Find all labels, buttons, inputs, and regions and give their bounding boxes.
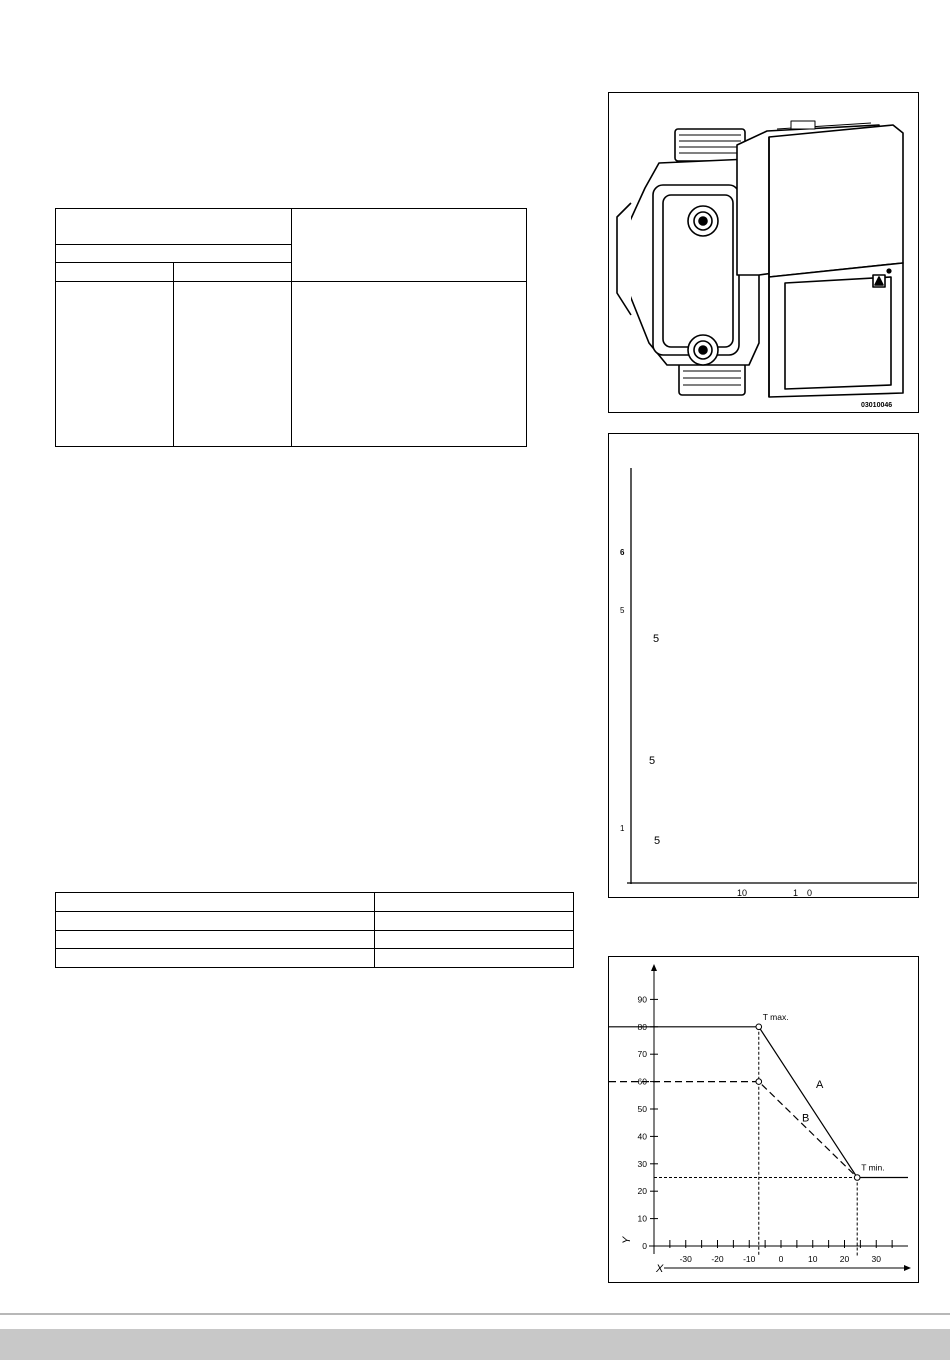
series-label: A [815,1079,824,1092]
pump-illustration-panel [608,92,919,413]
y-tick-label: 0 [642,1241,647,1251]
upper-table-col3-body [292,282,527,447]
pump-illustration [609,93,918,412]
annotation-label: T max. [762,1011,789,1022]
table-cell [375,893,574,912]
footer-band [0,1329,950,1360]
pump-curve-y-tick: 6 [620,548,625,557]
pump-curve-label: 5 [649,755,656,767]
y-tick-label: 40 [637,1131,647,1142]
pump-curve-label: 5 [654,835,661,847]
pump-figure-code: 03010046 [861,402,893,409]
upper-table-right-header [292,209,527,282]
pump-curve-x-tick: 1 [793,888,799,897]
x-tick-label: 10 [808,1254,818,1264]
upper-table-col1-header [56,263,174,282]
pump-bottom-connection [679,363,745,395]
table-cell [375,911,574,930]
x-axis-title: X [656,1263,664,1275]
heating-curve-chart [609,957,918,1282]
pump-curve-x-tick: 0 [807,888,813,897]
x-tick-label: -10 [743,1254,756,1264]
pump-terminal-box [769,125,903,277]
table-row [56,949,375,968]
pump-curve-panel [608,433,919,898]
series-label: B [801,1112,810,1125]
y-tick-label: 60 [637,1076,647,1087]
pump-curve-chart [609,434,918,897]
y-axis-title: Y [621,1236,633,1244]
table-row [56,930,375,949]
x-tick-label: -20 [711,1254,724,1264]
footer-divider [0,1313,950,1315]
data-point [756,1024,762,1030]
y-tick-label: 70 [637,1049,647,1060]
upper-table-col1-body [56,282,174,447]
annotation-label: T min. [861,1162,885,1173]
pump-curve-y-tick: 1 [620,824,625,833]
data-point [854,1175,860,1181]
table-cell [375,949,574,968]
upper-table-header-cell [56,209,292,245]
table-row [56,911,375,930]
table-row [56,893,375,912]
x-tick-label: 30 [871,1254,881,1264]
y-tick-label: 80 [637,1021,647,1032]
x-axis-arrow [904,1265,911,1271]
x-tick-label: -30 [679,1254,692,1264]
y-tick-label: 20 [637,1186,647,1197]
x-tick-label: 0 [778,1254,784,1264]
pump-top-connection [675,129,745,161]
pump-curve-label: 5 [653,633,660,645]
data-point [756,1079,762,1085]
upper-table-subheader-cell [56,245,292,263]
y-tick-label: 50 [637,1104,647,1114]
y-axis-arrow [651,964,657,971]
y-tick-label: 90 [637,994,647,1005]
upper-table [55,208,527,447]
y-tick-label: 10 [637,1213,647,1224]
lower-table [55,892,574,968]
pump-curve-x-tick: 10 [737,888,748,897]
pump-curve-y-tick: 5 [620,606,625,615]
heating-curve-panel [608,956,919,1283]
table-cell [375,930,574,949]
y-tick-label: 30 [637,1158,647,1169]
upper-table-col2-body [174,282,292,447]
upper-table-col2-header [174,263,292,282]
x-tick-label: 20 [839,1254,850,1264]
